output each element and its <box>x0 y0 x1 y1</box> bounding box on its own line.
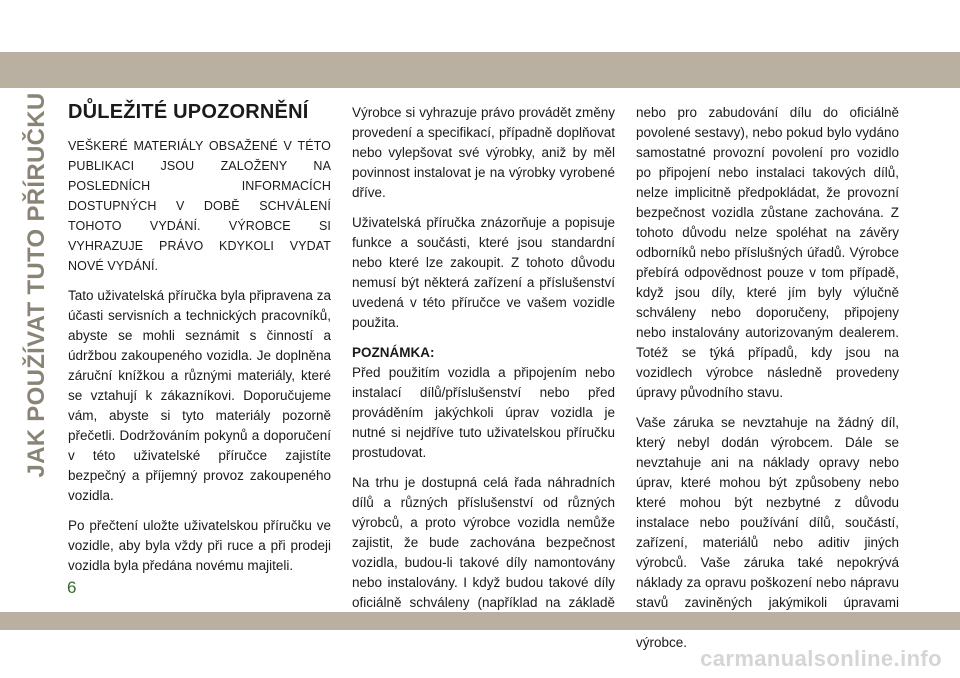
top-margin <box>0 0 960 52</box>
watermark: carmanualsonline.info <box>700 646 942 671</box>
section-heading: DŮLEŽITÉ UPOZORNĚNÍ <box>68 101 309 123</box>
side-tab <box>22 92 52 478</box>
rights-paragraph: Výrobce si vyhrazuje právo provádět změny provedení a specifikací, případně doplňovat nebo vylepšovat své výrobky, aniž by měl povinnost instalovat je na výrobky vyrobené dříve. <box>352 105 615 200</box>
parts-continued-paragraph: nebo pro zabudování dílu do oficiálně povolené sestavy), nebo pokud bylo vydáno samostatné provozní povolení pro vozidlo po připojení nebo instalaci takových dílů, nelze implicitně předpokládat, že provozní bezpečnost vozidla zůstane zachována. Z tohoto důvodu nelze spoléhat na závěry odborníků nebo příslušných úřadů. Výrobce přebírá odpovědnost pouze v tom případě, když jsou díly, které jím byly výlučně schváleny nebo doporučeny, připojeny nebo instalovány autorizovaným dealerem. Totéž se týká případů, kdy jsou na vozidlech výrobce následně provedeny úpravy původního stavu. <box>636 105 899 400</box>
intro-paragraph: Tato uživatelská příručka byla připravena za účasti servisních a technických pracovníků, abyste se mohli seznámit s činností a údržbou zakoupeného vozidla. Je doplněna záruční knížkou a různými materiály, které se vztahují k zákazníkovi. Doporučujeme vám, abyste si tyto materiály pozorně přečetli. Dodržováním pokynů a doporučení v této uživatelské příručce zajistíte bezpečný a příjemný provoz zakoupeného vozidla. <box>68 288 331 503</box>
features-paragraph: Uživatelská příručka znázorňuje a popisuje funkce a součásti, které jsou standardní nebo které lze zakoupit. Z tohoto důvodu nemusí být některá zařízení a příslušenství uvedená v této příručce ve vašem vozidle použita. <box>352 215 615 330</box>
notice-caps-paragraph: VEŠKERÉ MATERIÁLY OBSAŽENÉ V TÉTO PUBLIKACI JSOU ZALOŽENY NA POSLEDNÍCH INFORMACÍCH DOSTUPNÝCH V DOBĚ SCHVÁLENÍ TOHOTO VYDÁNÍ. VÝROBCE SI VYHRAZUJE PRÁVO KDYKOLI VYDAT NOVÉ VYDÁNÍ. <box>68 139 331 273</box>
note-label: POZNÁMKA: <box>352 345 435 360</box>
column-3 <box>636 103 899 663</box>
header-bar <box>0 52 960 88</box>
column-1 <box>68 100 331 586</box>
storage-paragraph: Po přečtení uložte uživatelskou příručku ve vozidle, aby byla vždy při ruce a při prodeji vozidla byla předána novému majiteli. <box>68 518 331 573</box>
column-2 <box>352 103 615 643</box>
footer-bar <box>0 612 960 630</box>
parts-paragraph: Na trhu je dostupná celá řada náhradních dílů a různých příslušenství od různých výrobců, a proto výrobce vozidla nemůže zajistit, že bude zachována bezpečnost vozidla, budou-li takové díly namontovány nebo instalovány. I když budou takové díly oficiálně schváleny (například na základě <box>352 475 615 610</box>
page-number: 6 <box>67 578 77 597</box>
side-tab-label: JAK POUŽÍVAT TUTO PŘÍRUČKU <box>23 92 50 478</box>
note-block <box>352 343 615 463</box>
warranty-paragraph: Vaše záruka se nevztahuje na žádný díl, který nebyl dodán výrobcem. Dále se nevztahuje ani na náklady opravy nebo úprav, které mohou být způsobeny nebo které mohou být nezbytné z důvodu instalace nebo používání dílů, součástí, zařízení, materiálů nebo aditiv jiných výrobců. Vaše záruka také nepokrývá náklady za opravu poškození nebo nápravu stavů zaviněných jakýmikoli úpravami výrobce. <box>636 415 899 650</box>
note-text: Před použitím vozidla a připojením nebo instalací dílů/příslušenství nebo před prováděním jakýchkoli úprav vozidla je nutné si nejdříve tuto uživatelskou příručku prostudovat. <box>352 365 615 460</box>
